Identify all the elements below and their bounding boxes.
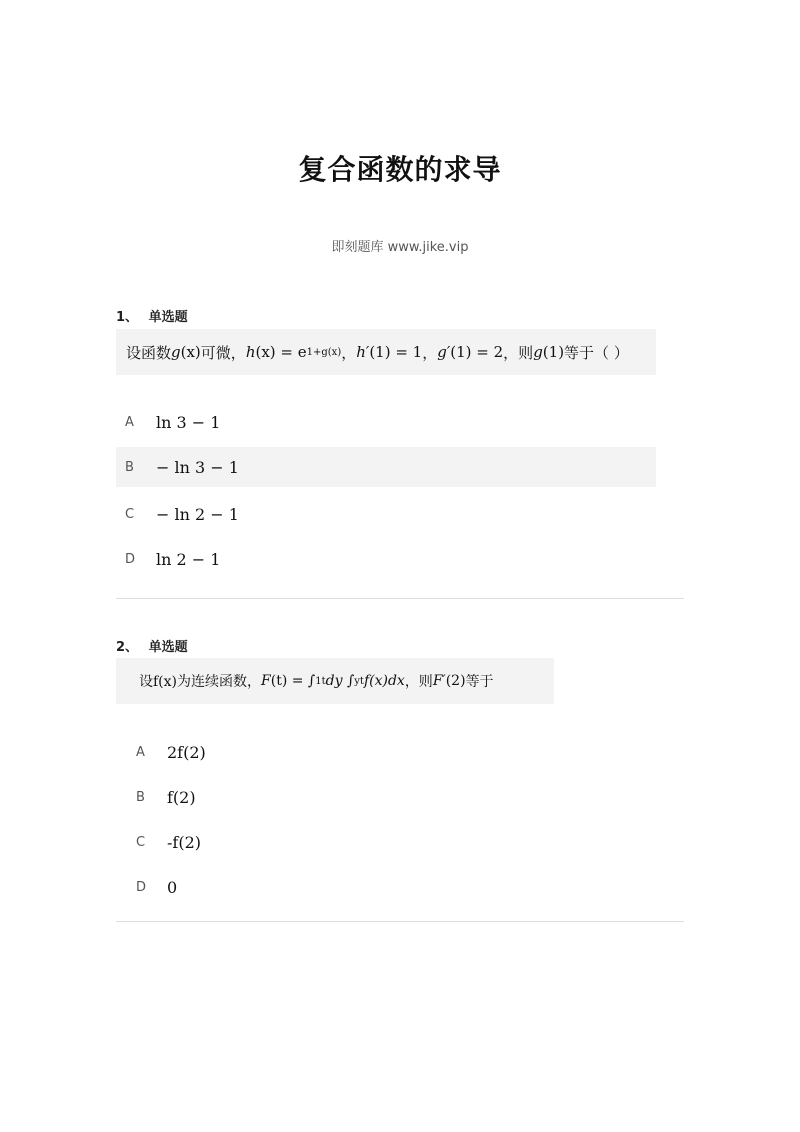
question-number: 1、 — [116, 310, 139, 325]
option-letter: D — [136, 879, 147, 895]
option-value: − ln 3 − 1 — [156, 457, 239, 477]
option-value: − ln 2 − 1 — [156, 504, 239, 524]
option-value: 0 — [167, 877, 178, 897]
option-b[interactable] — [136, 777, 436, 817]
question-1-stem: 设函数 g (x) 可微， h (x) = e 1+g(x) ， h′ (1) = 1 ， g′ (1) = 2 ，则 g (1) 等于（ ） — [116, 329, 656, 375]
option-letter: B — [125, 459, 134, 475]
question-type: 单选题 — [148, 640, 188, 655]
divider — [116, 598, 684, 599]
option-d[interactable] — [136, 867, 436, 907]
option-value: 2f(2) — [167, 742, 206, 762]
page-subtitle: 即刻题库 www.jike.vip — [331, 240, 469, 255]
option-letter: B — [136, 789, 145, 805]
question-number: 2、 — [116, 640, 139, 655]
option-letter: A — [136, 744, 145, 760]
option-c[interactable] — [136, 822, 436, 862]
option-value: -f(2) — [167, 832, 201, 852]
question-type: 单选题 — [148, 310, 188, 325]
option-letter: C — [125, 506, 135, 522]
option-letter: A — [125, 414, 134, 430]
option-letter: D — [125, 551, 136, 567]
option-a[interactable] — [136, 732, 436, 772]
question-1-header — [116, 306, 188, 325]
option-letter: C — [136, 834, 146, 850]
option-b[interactable] — [116, 447, 656, 487]
page-title: 复合函数的求导 — [298, 153, 502, 186]
question-2-header — [116, 636, 188, 655]
option-c[interactable] — [116, 494, 656, 534]
option-a[interactable] — [116, 402, 656, 442]
divider — [116, 921, 684, 922]
question-2-stem: 设f(x)为连续函数， F (t) = ∫ 1 t dy ∫ y t f (x)dx ，则 F′ (2) 等于 — [116, 658, 554, 704]
option-value: ln 3 − 1 — [156, 412, 221, 432]
option-value: ln 2 − 1 — [156, 549, 221, 569]
option-d[interactable] — [116, 539, 656, 579]
option-value: f(2) — [167, 787, 196, 807]
